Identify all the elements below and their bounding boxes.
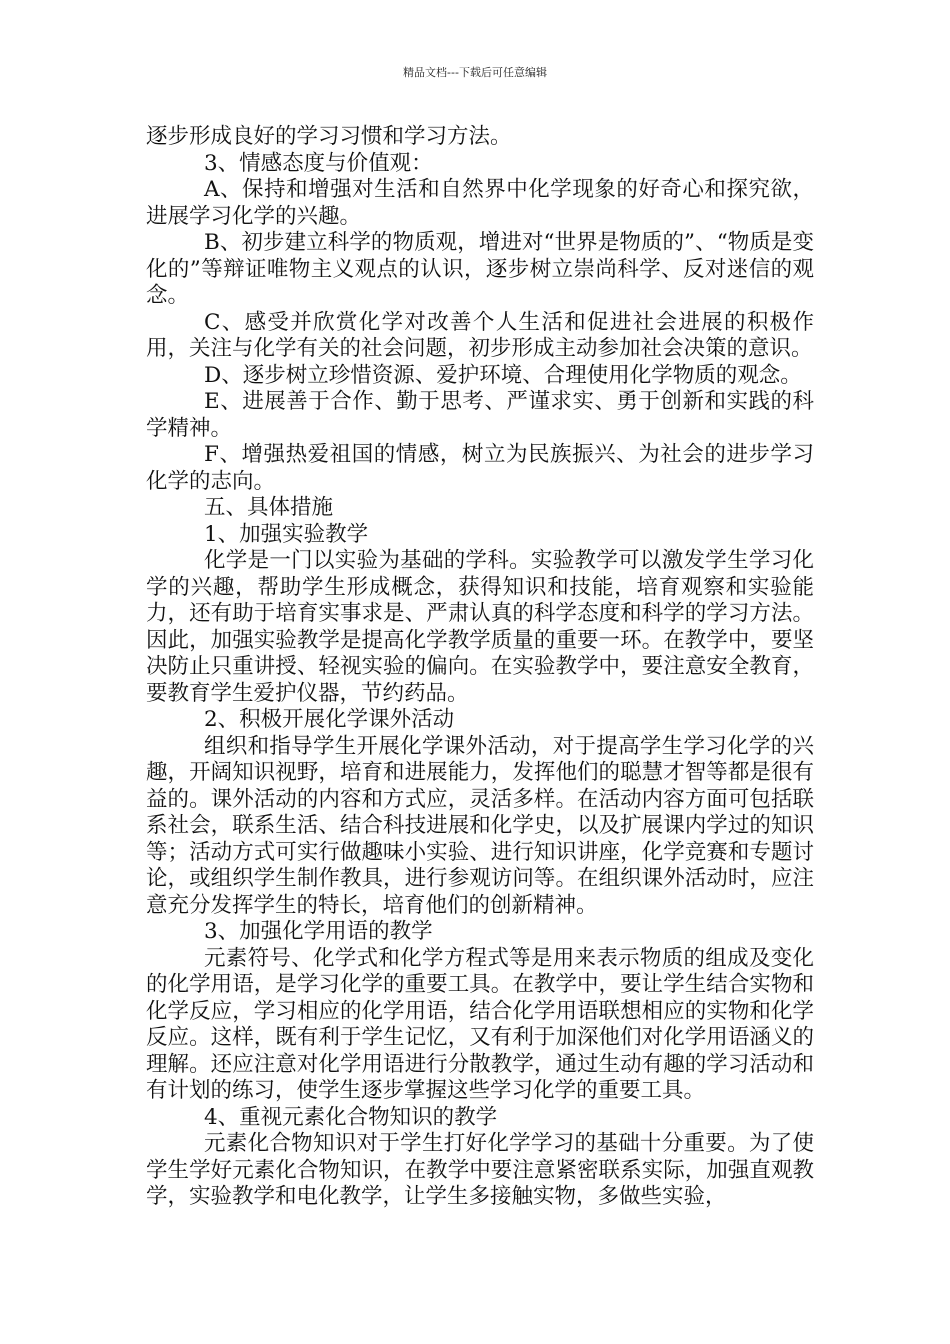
paragraph: 元素化合物知识对于学生打好化学学习的基础十分重要。为了使学生学好元素化合物知识，在教学中要注意紧密联系实际，加强直观教学，实验教学和电化教学，让学生多接触实物，多做些实验， (146, 1131, 814, 1209)
paragraph: A、保持和增强对生活和自然界中化学现象的好奇心和探究欲，进展学习化学的兴趣。 (146, 177, 814, 229)
section-heading: 1、加强实验教学 (204, 521, 369, 547)
paragraph: 组织和指导学生开展化学课外活动，对于提高学生学习化学的兴趣，开阔知识视野，培育和进展能力，发挥他们的聪慧才智等都是很有益的。课外活动的内容和方式应，灵活多样。在活动内容方面可包括联系社会，联系生活、结合科技进展和化学史，以及扩展课内学过的知识等；活动方式可实行做趣味小实验、进行知识讲座，化学竞赛和专题讨论，或组织学生制作教具，进行参观访问等。在组织课外活动时，应注意充分发挥学生的特长，培育他们的创新精神。 (146, 733, 814, 918)
document-body (146, 124, 814, 1211)
section-heading: 2、积极开展化学课外活动 (204, 707, 455, 732)
page-header: 精品文档---下载后可任意编辑 (403, 66, 547, 79)
section-heading: 3、情感态度与价值观： (204, 150, 433, 176)
paragraph: 化学是一门以实验为基础的学科。实验教学可以激发学生学习化学的兴趣，帮助学生形成概念，获得知识和技能，培育观察和实验能力，还有助于培育实事求是、严肃认真的科学态度和科学的学习方法。因此，加强实验教学是提高化学教学质量的重要一环。在教学中，要坚决防止只重讲授、轻视实验的偏向。在实验教学中，要注意安全教育，要教育学生爱护仪器，节约药品。 (146, 548, 814, 706)
paragraph: B、初步建立科学的物质观，增进对“世界是物质的”、“物质是变化的”等辩证唯物主义观点的认识，逐步树立崇尚科学、反对迷信的观念。 (146, 230, 814, 308)
section-heading: 五、具体措施 (204, 495, 334, 520)
paragraph: E、进展善于合作、勤于思考、严谨求实、勇于创新和实践的科学精神。 (146, 389, 814, 441)
paragraph: 元素符号、化学式和化学方程式等是用来表示物质的组成及变化的化学用语，是学习化学的重要工具。在教学中，要让学生结合实物和化学反应，学习相应的化学用语，结合化学用语联想相应的实物和化学反应。这样，既有利于学生记忆，又有利于加深他们对化学用语涵义的理解。还应注意对化学用语进行分散教学，通过生动有趣的学习活动和有计划的练习，使学生逐步掌握这些学习化学的重要工具。 (146, 945, 814, 1103)
paragraph: F、增强热爱祖国的情感，树立为民族振兴、为社会的进步学习化学的志向。 (146, 442, 814, 494)
paragraph: C、感受并欣赏化学对改善个人生活和促进社会进展的积极作用，关注与化学有关的社会问题，初步形成主动参加社会决策的意识。 (146, 309, 814, 361)
section-heading: 4、重视元素化合物知识的教学 (204, 1104, 498, 1130)
paragraph: D、逐步树立珍惜资源、爱护环境、合理使用化学物质的观念。 (204, 362, 802, 388)
paragraph: 逐步形成良好的学习习惯和学习方法。 (146, 124, 512, 149)
section-heading: 3、加强化学用语的教学 (204, 919, 433, 944)
